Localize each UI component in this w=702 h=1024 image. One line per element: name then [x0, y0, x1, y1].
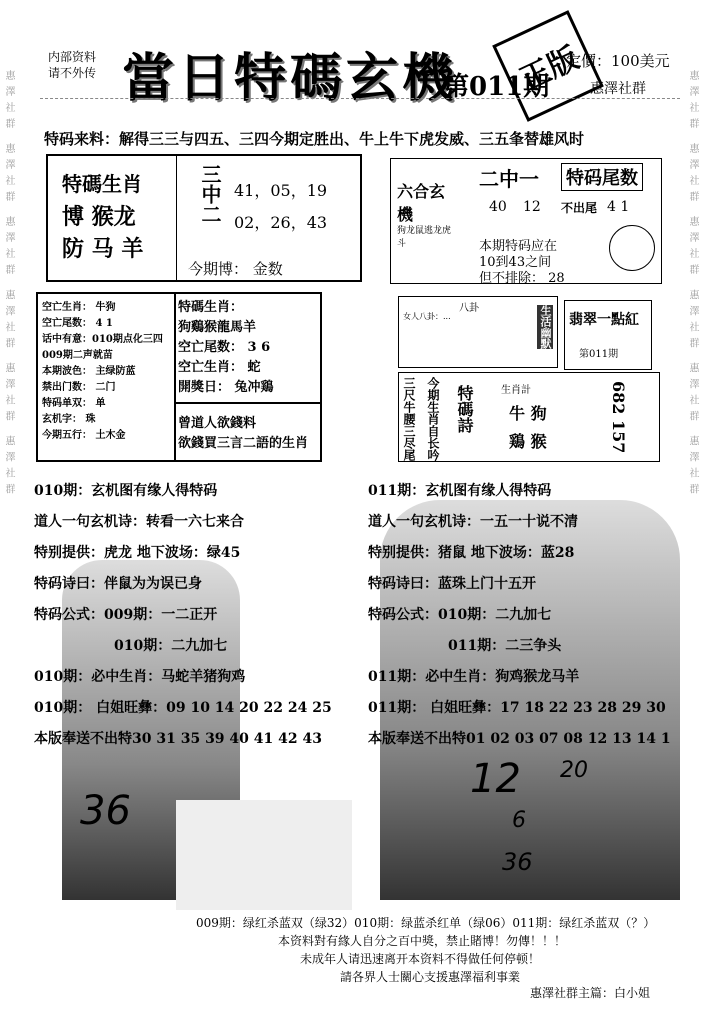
info-left-rows	[42, 300, 172, 444]
poem-col-2: 今期生肖自长吟	[426, 377, 440, 461]
info-row-3: 009期二声就苗	[42, 350, 113, 361]
publisher: 惠澤社群	[590, 81, 646, 97]
left-column	[34, 482, 364, 761]
daoren-2: 欲錢買三言二語的生肖	[178, 436, 309, 451]
zodiac-line-1: 特碼生肖	[62, 172, 142, 196]
poem-title: 特碼詩	[455, 385, 474, 433]
header-divider	[40, 98, 680, 113]
info-right-row-3: 空亡生肖： 蛇	[178, 360, 261, 375]
price: 定價：100美元	[566, 52, 670, 70]
info-row-0: 空亡生肖： 牛狗	[42, 302, 116, 313]
genuine-stamp: 正版	[492, 10, 604, 122]
right-line-4: 特码公式：010期：二九加七	[368, 607, 552, 623]
info-row-1: 空亡尾数： 4 1	[42, 318, 113, 329]
info-row-4: 本期波色： 主绿防蓝	[42, 366, 136, 377]
info-right-row-2: 空亡尾数： 3 6	[178, 340, 271, 355]
right-top-panel	[390, 158, 662, 284]
footer-line-1: 本资料對有緣人自分之百中獎，禁止賭博！勿傳！！！	[278, 934, 567, 948]
daoren-1: 曾道人欲錢料	[178, 416, 257, 431]
right-column	[368, 482, 688, 761]
erzhongyi: 二中一	[479, 167, 539, 191]
life-humor: 生活幽默	[539, 305, 552, 349]
page-title: 當日特碼玄機	[122, 48, 459, 109]
info-hdivider	[176, 402, 320, 404]
right-line-5: 011期：二三争头	[448, 638, 562, 654]
zodiac-b: 鶏 猴	[509, 432, 547, 451]
right-handwritten-4: 36	[502, 848, 533, 876]
footer-line-2: 未成年人请迅速离开本资料不得做任何停顿！	[300, 952, 541, 966]
info-divider	[174, 294, 176, 460]
sanzhonger-vertical: 三中二	[198, 164, 222, 224]
left-line-3: 特码诗曰：伴鼠为为误已身	[34, 576, 202, 592]
jade-title: 翡翠一點紅	[569, 312, 639, 328]
zodiac-box	[46, 154, 362, 282]
right-watermark: 惠澤社群 惠澤社群 惠澤社群 惠澤社群 惠澤社群 惠澤社群	[687, 70, 698, 500]
poem-panel	[398, 372, 660, 462]
right-line-7: 011期： 白姐旺彝：17 18 22 23 28 29 30	[368, 700, 666, 716]
info-row-2: 话中有意：010期点化三四	[42, 334, 163, 345]
zodiac-a: 牛 狗	[509, 404, 547, 423]
right-handwritten-1: 12	[470, 756, 521, 802]
side-text: 狗龙鼠逃龙虎斗	[397, 226, 452, 249]
left-line-4: 特码公式：009期：一二正开	[34, 607, 218, 623]
tail-label: 不出尾	[561, 201, 598, 215]
jade-issue: 第011期	[579, 349, 619, 360]
bagua-title: 八卦	[459, 303, 479, 314]
bet-line: 今期博： 金数	[188, 260, 283, 278]
info-right-rows	[178, 298, 318, 398]
bagua-panel	[398, 296, 558, 368]
pick-numbers-2: 02，26，43	[234, 213, 328, 232]
right-line-2: 特别提供：猪鼠 地下波场：蓝28	[368, 545, 575, 561]
right-line-1: 道人一句玄机诗：一五一十说不清	[368, 514, 578, 530]
range-2: 10到43之间	[479, 255, 552, 270]
info-right-row-0: 特碼生肖：	[178, 300, 244, 315]
left-line-8: 本版奉送不出特30 31 35 39 40 41 42 43	[34, 731, 322, 747]
range-1: 本期特码应在	[479, 239, 558, 254]
right-handwritten-3: 6	[512, 808, 526, 833]
right-handwritten-2: 20	[560, 758, 588, 783]
jade-panel	[564, 300, 652, 370]
internal-note-2: 请不外传	[48, 66, 97, 80]
erzhongyi-n1: 40	[489, 199, 507, 215]
right-line-6: 011期：必中生肖：狗鸡猴龙马羊	[368, 669, 580, 685]
left-line-0: 010期：玄机图有缘人得特码	[34, 483, 218, 499]
bagua-text: 女人八卦：...	[403, 312, 451, 321]
poem-col-1: 三尺牛腰三尽尾	[402, 377, 416, 461]
footer-line-3: 請各界人士關心支援惠澤福利事業	[340, 970, 521, 984]
left-handwritten-number: 36	[80, 788, 131, 834]
right-line-3: 特码诗曰：蓝珠上门十五开	[368, 576, 536, 592]
source-line: 特码来料：解得三三与四五、三四今期定胜出、牛上牛下虎发威、三五夆替雄风时	[44, 130, 585, 148]
left-watermark: 惠澤社群 惠澤社群 惠澤社群 惠澤社群 惠澤社群 惠澤社群	[3, 70, 14, 500]
left-line-6: 010期：必中生肖：马蛇羊猪狗鸡	[34, 669, 246, 685]
hk-emblem-icon	[609, 225, 655, 271]
tail-title: 特码尾数	[561, 163, 643, 191]
left-line-7: 010期： 白姐旺彝：09 10 14 20 22 24 25	[34, 700, 332, 716]
zodiac-line-2: 博 猴龙	[62, 204, 136, 230]
info-row-5: 禁出门数： 二门	[42, 382, 116, 393]
zodiac-line-3: 防 马 羊	[62, 236, 144, 262]
blank-patch	[176, 800, 352, 910]
liuhe-logo: 六合玄機	[397, 182, 446, 224]
zodiac-divider	[176, 156, 177, 282]
left-line-5: 010期：二九加七	[114, 638, 228, 654]
left-line-2: 特别提供：虎龙 地下波场：绿45	[34, 545, 241, 561]
info-right-row-4: 開獎日： 兔冲鶏	[178, 380, 274, 395]
tail-numbers: 4 1	[607, 199, 630, 215]
info-row-7: 玄机字： 珠	[42, 414, 96, 425]
info-row-8: 今期五行： 土木金	[42, 430, 126, 441]
range-3: 但不排除： 28	[479, 271, 565, 286]
issue-number: 第011期	[443, 72, 550, 102]
jade-numbers: 682 157	[609, 381, 628, 454]
info-row-6: 特码单双： 单	[42, 398, 106, 409]
info-right-row-1: 狗鷄猴龍馬羊	[178, 320, 257, 335]
pick-numbers-1: 41，05，19	[234, 181, 328, 200]
footer-line-4: 惠澤社群主篇：白小姐	[530, 986, 651, 1000]
left-line-1: 道人一句玄机诗：转看一六七来合	[34, 514, 244, 530]
right-line-0: 011期：玄机图有缘人得特码	[368, 483, 552, 499]
right-line-8: 本版奉送不出特01 02 03 07 08 12 13 14 1	[368, 731, 671, 747]
zodiac-calc: 生肖計	[501, 385, 531, 396]
history-line: 009期：绿红杀蓝双（绿32）010期：绿蓝杀红单（绿06）011期：绿红杀蓝双（？）	[196, 916, 656, 930]
internal-note-1: 内部资料	[48, 50, 97, 64]
erzhongyi-n2: 12	[523, 199, 541, 215]
